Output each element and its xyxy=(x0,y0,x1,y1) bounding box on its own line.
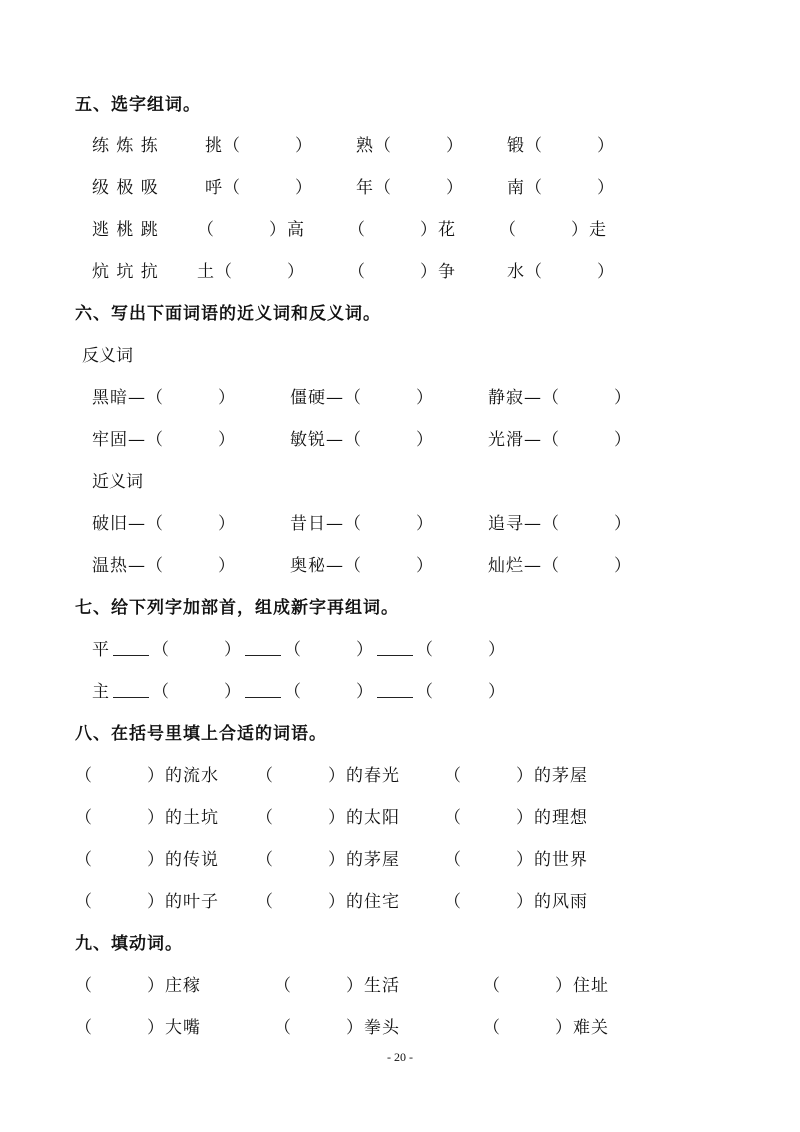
base-char: 主 xyxy=(92,682,110,702)
verb-item: （ ）生活 xyxy=(274,976,400,996)
underline-blank xyxy=(377,696,413,698)
underline-blank xyxy=(245,654,281,656)
char-group: 逃 桃 跳 xyxy=(92,220,159,240)
fill-item: 水（ ） xyxy=(507,262,615,282)
char-group: 级 极 吸 xyxy=(92,178,159,198)
phrase-item: （ ）的土坑 xyxy=(75,808,219,828)
phrase-item: （ ）的太阳 xyxy=(256,808,400,828)
word-item: 光滑—（ ） xyxy=(488,430,632,450)
phrase-item: （ ）的春光 xyxy=(256,766,400,786)
phrase-item: （ ）的住宅 xyxy=(256,892,400,912)
fill-item: 年（ ） xyxy=(356,178,464,198)
fill-item: 锻（ ） xyxy=(507,136,615,156)
paren-blank: （ ） xyxy=(284,682,374,702)
paren-blank: （ ） xyxy=(416,640,506,660)
word-item: 敏锐—（ ） xyxy=(290,430,434,450)
underline-blank xyxy=(377,654,413,656)
section-title-5: 五、选字组词。 xyxy=(75,95,201,115)
paren-blank: （ ） xyxy=(416,682,506,702)
fill-item: （ ）花 xyxy=(348,220,456,240)
paren-blank: （ ） xyxy=(152,682,242,702)
fill-item: （ ）高 xyxy=(197,220,305,240)
fill-item: 南（ ） xyxy=(507,178,615,198)
base-char: 平 xyxy=(92,640,110,660)
fill-item: 土（ ） xyxy=(197,262,305,282)
word-item: 静寂—（ ） xyxy=(488,388,632,408)
antonym-label: 反义词 xyxy=(82,346,133,366)
verb-item: （ ）庄稼 xyxy=(75,976,201,996)
verb-item: （ ）大嘴 xyxy=(75,1018,201,1038)
word-item: 黑暗—（ ） xyxy=(92,388,236,408)
section-title-7: 七、给下列字加部首，组成新字再组词。 xyxy=(75,598,399,618)
fill-item: 挑（ ） xyxy=(205,136,313,156)
word-item: 温热—（ ） xyxy=(92,556,236,576)
underline-blank xyxy=(245,696,281,698)
word-item: 僵硬—（ ） xyxy=(290,388,434,408)
fill-item: 熟（ ） xyxy=(356,136,464,156)
section-title-6: 六、写出下面词语的近义词和反义词。 xyxy=(75,304,381,324)
fill-item: 呼（ ） xyxy=(205,178,313,198)
phrase-item: （ ）的叶子 xyxy=(75,892,219,912)
radical-row xyxy=(92,635,506,660)
phrase-item: （ ）的世界 xyxy=(444,850,588,870)
phrase-item: （ ）的茅屋 xyxy=(444,766,588,786)
word-item: 破旧—（ ） xyxy=(92,514,236,534)
paren-blank: （ ） xyxy=(284,640,374,660)
phrase-item: （ ）的流水 xyxy=(75,766,219,786)
verb-item: （ ）住址 xyxy=(483,976,609,996)
word-item: 奥秘—（ ） xyxy=(290,556,434,576)
phrase-item: （ ）的茅屋 xyxy=(256,850,400,870)
word-item: 追寻—（ ） xyxy=(488,514,632,534)
synonym-label: 近义词 xyxy=(92,472,143,492)
paren-blank: （ ） xyxy=(152,640,242,660)
char-group: 练 炼 拣 xyxy=(92,136,159,156)
phrase-item: （ ）的风雨 xyxy=(444,892,588,912)
word-item: 牢固—（ ） xyxy=(92,430,236,450)
char-group: 炕 坑 抗 xyxy=(92,262,159,282)
radical-row xyxy=(92,677,506,702)
fill-item: （ ）争 xyxy=(348,262,456,282)
underline-blank xyxy=(113,654,149,656)
word-item: 昔日—（ ） xyxy=(290,514,434,534)
verb-item: （ ）拳头 xyxy=(274,1018,400,1038)
phrase-item: （ ）的传说 xyxy=(75,850,219,870)
word-item: 灿烂—（ ） xyxy=(488,556,632,576)
phrase-item: （ ）的理想 xyxy=(444,808,588,828)
section-title-9: 九、填动词。 xyxy=(75,934,183,954)
underline-blank xyxy=(113,696,149,698)
section-title-8: 八、在括号里填上合适的词语。 xyxy=(75,724,327,744)
fill-item: （ ）走 xyxy=(499,220,607,240)
verb-item: （ ）难关 xyxy=(483,1018,609,1038)
page-number: - 20 - xyxy=(387,1050,413,1064)
